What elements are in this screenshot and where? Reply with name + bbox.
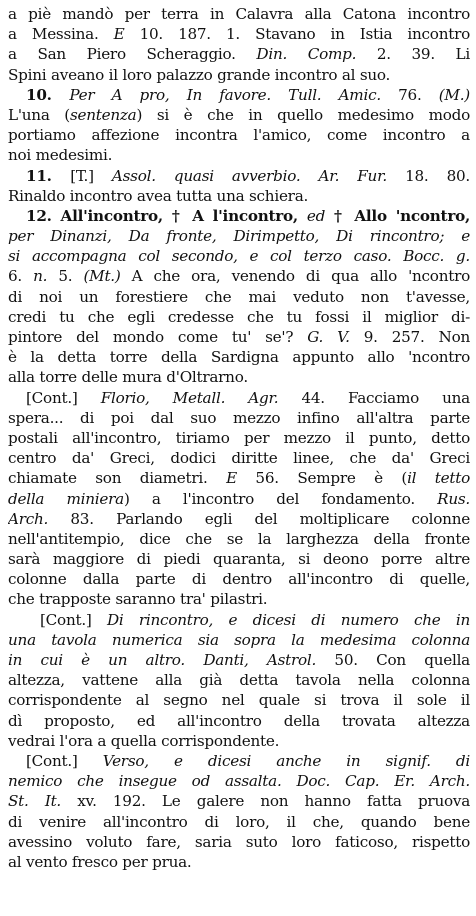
text-segment: 9. 257. Non <box>349 328 470 346</box>
text-segment: a San Piero Scheraggio. <box>8 45 257 64</box>
text-segment: è la detta torre della Sardigna appunto allo 'ncontro <box>8 348 470 367</box>
text-segment: 18. 80. <box>387 166 470 185</box>
text-line <box>8 408 470 428</box>
text-segment: 6. <box>8 267 34 286</box>
text-segment: ) si è che in quello medesimo modo <box>136 105 470 124</box>
text-segment: sarà maggiore di piedi quaranta, si deono porre altre <box>8 550 470 569</box>
text-segment: altezza, vattene alla già detta tavola nella colonna <box>8 671 470 690</box>
text-segment: ) a l'incontro del fondamento. <box>123 489 438 508</box>
text-line <box>8 125 470 145</box>
text-segment: A che ora, venendo di qua allo 'ncontro <box>120 267 470 286</box>
italic-text: si accompagna col secondo, e col terzo caso. Bocc. g. <box>8 247 470 266</box>
text-line <box>8 468 470 488</box>
text-line <box>8 711 470 731</box>
text-segment: 76. <box>380 85 439 104</box>
text-line <box>8 791 470 811</box>
text-segment: 10. 187. 1. Stavano in Istia incontro <box>124 25 470 44</box>
text-segment: 2. 39. Li <box>356 45 470 64</box>
text-line <box>8 630 470 650</box>
text-segment: chiamate son diametri. <box>8 469 227 488</box>
entry-text-body <box>8 4 470 872</box>
sense-heading: † Allo 'ncontro, <box>325 206 470 225</box>
text-line <box>8 105 470 125</box>
italic-text: una tavola numerica sia sopra la medesima colonna <box>8 630 470 649</box>
text-segment: xv. 192. Le galere non hanno fatta pruova <box>61 792 470 811</box>
text-line <box>8 246 470 266</box>
italic-text: St. It. <box>8 792 61 811</box>
text-segment: credi tu che egli credesse che tu fossi il miglior di- <box>8 307 470 326</box>
text-line <box>8 690 470 710</box>
text-line <box>8 4 470 24</box>
italic-text: (Mt.) <box>83 267 121 286</box>
text-line <box>8 85 470 105</box>
text-line <box>8 670 470 690</box>
text-line <box>8 489 470 509</box>
text-line <box>8 307 470 327</box>
text-line <box>8 186 470 206</box>
text-segment: al vento fresco per prua. <box>8 852 192 871</box>
text-line <box>8 731 470 751</box>
italic-text: nemico che insegue od assalta. Doc. Cap. Er. Arch. <box>8 772 470 791</box>
text-segment: spera... di poi dal suo mezzo infino all'altra parte <box>8 408 470 427</box>
italic-text: Assol. quasi avverbio. Ar. Fur. <box>111 166 387 185</box>
text-segment: a piè mandò per terra in Calavra alla Catona incontro <box>8 5 470 23</box>
text-line <box>8 367 470 387</box>
text-segment: Rinaldo incontro avea tutta una schiera. <box>8 186 309 205</box>
text-segment: 56. Sempre è ( <box>236 469 408 488</box>
text-line <box>8 428 470 448</box>
italic-text: Florio, Metall. Agr. <box>100 388 279 407</box>
italic-text: Di rincontro, e dicesi di numero che in <box>106 610 470 629</box>
text-line <box>8 529 470 549</box>
text-line <box>8 812 470 832</box>
text-line <box>8 287 470 307</box>
sense-heading: 11. <box>26 166 71 185</box>
italic-text: in cui è un altro. Danti, Astrol. <box>8 651 317 669</box>
text-line <box>8 771 470 791</box>
text-line <box>8 327 470 347</box>
text-line <box>8 852 470 872</box>
sense-heading: 10. <box>26 85 70 104</box>
text-segment: postali all'incontro, tiriamo per mezzo il punto, detto <box>8 428 470 447</box>
text-line <box>8 266 470 286</box>
text-line <box>8 569 470 589</box>
text-line <box>8 166 470 186</box>
italic-text: il tetto <box>407 469 470 488</box>
text-segment: 5. <box>47 267 84 286</box>
text-line <box>8 226 470 246</box>
text-line <box>8 448 470 468</box>
text-segment: [Cont.] <box>26 751 103 770</box>
text-segment: dì proposto, ed all'incontro della trovata altezza <box>8 711 470 730</box>
text-line <box>8 509 470 529</box>
text-segment: di noi un forestiere che mai veduto non t'avesse, <box>8 287 470 306</box>
text-line <box>8 589 470 609</box>
text-line <box>8 206 470 226</box>
italic-text: sentenza <box>69 105 137 124</box>
italic-text: Arch. <box>8 509 49 528</box>
text-segment: L'una ( <box>8 105 70 124</box>
italic-text: Verso, e dicesi anche in signif. di <box>102 751 470 770</box>
text-segment: [T.] <box>70 166 112 185</box>
italic-text: E <box>113 25 125 44</box>
text-line <box>8 388 470 408</box>
italic-text: E <box>226 469 237 488</box>
italic-text: n. <box>33 267 48 286</box>
text-segment: nell'antitempio, dice che se la larghezza della fronte <box>8 529 470 548</box>
text-line <box>8 24 470 44</box>
italic-text: G. V. <box>307 328 350 346</box>
text-line <box>8 832 470 852</box>
italic-text: (M.) <box>438 85 470 104</box>
text-segment: alla torre delle mura d'Oltrarno. <box>8 368 248 387</box>
text-line <box>8 44 470 64</box>
text-segment: di venire all'incontro di loro, il che, quando bene <box>8 812 470 831</box>
text-line <box>8 610 470 630</box>
text-segment: corrispondente al segno nel quale si trova il sole il <box>8 691 470 710</box>
text-line <box>8 145 470 165</box>
text-segment: 50. Con quella <box>316 651 470 669</box>
italic-text: Per A pro, In favore. Tull. Amic. <box>69 85 381 104</box>
text-segment: Spini aveano il loro palazzo grande incontro al suo. <box>8 65 391 84</box>
text-line <box>8 65 470 85</box>
text-segment: avessino voluto fare, saria suto loro faticoso, rispetto <box>8 832 470 851</box>
text-segment: [Cont.] <box>40 610 107 629</box>
text-line <box>8 347 470 367</box>
text-segment: 83. Parlando egli del moltiplicare colonne <box>48 509 470 528</box>
text-segment: centro da' Greci, dodici diritte linee, che da' Greci <box>8 449 470 468</box>
italic-text: della miniera <box>8 489 124 508</box>
text-segment: portiamo affezione incontra l'amico, come incontro a <box>8 126 470 145</box>
text-segment: colonne dalla parte di dentro all'incontro di quelle, <box>8 570 470 589</box>
text-segment: pintore del mondo come tu' se'? <box>8 328 308 346</box>
italic-text: Rus. <box>437 489 470 508</box>
text-line <box>8 650 470 670</box>
text-segment: 44. Facciamo una <box>278 388 470 407</box>
text-segment: vedrai l'ora a quella corrispondente. <box>8 731 280 750</box>
text-segment: a Messina. <box>8 25 114 44</box>
italic-text: per Dinanzi, Da fronte, Dirimpetto, Di rincontro; e <box>8 227 470 246</box>
text-segment: [Cont.] <box>26 388 101 407</box>
sense-heading: 12. All'incontro, † A l'incontro, <box>26 206 307 225</box>
text-segment: noi medesimi. <box>8 146 113 165</box>
text-segment: che trapposte saranno tra' pilastri. <box>8 590 268 609</box>
italic-text: Din. Comp. <box>256 45 357 64</box>
italic-text: ed <box>306 206 326 225</box>
text-line <box>8 549 470 569</box>
text-line <box>8 751 470 771</box>
